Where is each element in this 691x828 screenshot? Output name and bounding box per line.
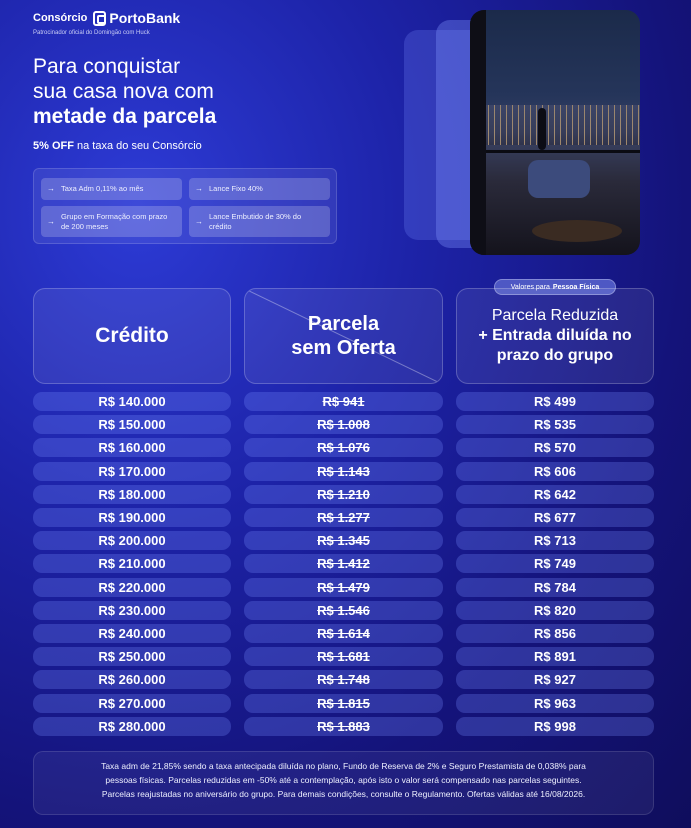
sponsor-text: Patrocinador oficial do Domingão com Huck: [33, 30, 150, 36]
parcela-reduzida-cell: R$ 713: [456, 531, 654, 550]
parcela-sem-oferta-cell: R$ 1.546: [244, 601, 443, 620]
credit-cell: R$ 280.000: [33, 717, 231, 736]
column-header-parcela-sem-oferta: Parcela sem Oferta: [244, 288, 443, 384]
parcela-reduzida-cell: R$ 963: [456, 694, 654, 713]
parcela-reduzida-cell: R$ 891: [456, 647, 654, 666]
credit-cell: R$ 220.000: [33, 578, 231, 597]
parcela-reduzida-cell: R$ 499: [456, 392, 654, 411]
credit-cell: R$ 240.000: [33, 624, 231, 643]
parcela-sem-oferta-cell: R$ 1.076: [244, 438, 443, 457]
parcela-sem-oferta-cell: R$ 1.210: [244, 485, 443, 504]
credit-cell: R$ 250.000: [33, 647, 231, 666]
credit-cell: R$ 230.000: [33, 601, 231, 620]
arrow-right-icon: →: [47, 184, 55, 193]
credit-cell: R$ 210.000: [33, 554, 231, 573]
credit-cell: R$ 190.000: [33, 508, 231, 527]
credit-cell: R$ 180.000: [33, 485, 231, 504]
credit-cell: R$ 170.000: [33, 462, 231, 481]
balcony-photo: [470, 10, 640, 255]
credit-cell: R$ 160.000: [33, 438, 231, 457]
portobank-logo-icon: [93, 11, 106, 26]
portobank-logo: [93, 10, 180, 26]
brand: [33, 10, 180, 26]
parcela-reduzida-cell: R$ 927: [456, 670, 654, 689]
feature-tag: → Lance Embutido de 30% do crédito: [189, 206, 330, 237]
parcela-sem-oferta-cell: R$ 1.345: [244, 531, 443, 550]
parcela-reduzida-cell: R$ 677: [456, 508, 654, 527]
credit-cell: R$ 150.000: [33, 415, 231, 434]
feature-tag: → Grupo em Formação com prazo de 200 meses: [41, 206, 182, 237]
discount-text: 5% OFF na taxa do seu Consórcio: [33, 140, 202, 152]
credit-cell: R$ 270.000: [33, 694, 231, 713]
brand-name: PortoBank: [109, 10, 181, 26]
parcela-sem-oferta-cell: R$ 1.143: [244, 462, 443, 481]
arrow-right-icon: →: [47, 216, 55, 226]
headline: [33, 54, 216, 129]
parcela-sem-oferta-cell: R$ 1.614: [244, 624, 443, 643]
parcela-sem-oferta-cell: R$ 1.681: [244, 647, 443, 666]
parcela-reduzida-cell: R$ 606: [456, 462, 654, 481]
parcela-reduzida-cell: R$ 535: [456, 415, 654, 434]
parcela-reduzida-cell: R$ 998: [456, 717, 654, 736]
headline-line3: metade da parcela: [33, 105, 217, 128]
features-box: [33, 168, 337, 244]
feature-tag: → Lance Fixo 40%: [189, 178, 330, 200]
credit-cell: R$ 260.000: [33, 670, 231, 689]
parcela-reduzida-cell: R$ 784: [456, 578, 654, 597]
pessoa-fisica-badge: Valores para Pessoa Física: [494, 279, 616, 295]
brand-prefix: Consórcio: [33, 12, 88, 24]
credit-cell: R$ 140.000: [33, 392, 231, 411]
parcela-reduzida-cell: R$ 856: [456, 624, 654, 643]
headline-line1: Para conquistar: [33, 55, 181, 78]
parcela-reduzida-cell: R$ 642: [456, 485, 654, 504]
legal-footer: Taxa adm de 21,85% sendo a taxa antecipada diluída no plano, Fundo de Reserva de 2% e Seguro Prestamista de 0,038% para pessoas físicas. Parcelas reduzidas em -50% até a contemplação, após isto o valor será compensado nas parcelas seguintes. Parcelas reajustadas no aniversário do grupo. Para demais condições, consulte o Regulamento. Ofertas válidas até 16/08/2026.: [33, 751, 654, 815]
parcela-sem-oferta-cell: R$ 1.008: [244, 415, 443, 434]
parcela-sem-oferta-cell: R$ 1.277: [244, 508, 443, 527]
parcela-sem-oferta-cell: R$ 1.815: [244, 694, 443, 713]
parcela-reduzida-cell: R$ 820: [456, 601, 654, 620]
parcela-sem-oferta-cell: R$ 1.412: [244, 554, 443, 573]
arrow-right-icon: →: [195, 216, 203, 226]
parcela-sem-oferta-cell: R$ 941: [244, 392, 443, 411]
parcela-reduzida-cell: R$ 749: [456, 554, 654, 573]
arrow-right-icon: →: [195, 184, 203, 193]
parcela-sem-oferta-cell: R$ 1.748: [244, 670, 443, 689]
headline-line2: sua casa nova com: [33, 80, 214, 103]
parcela-sem-oferta-cell: R$ 1.883: [244, 717, 443, 736]
credit-cell: R$ 200.000: [33, 531, 231, 550]
column-header-credit: Crédito: [33, 288, 231, 384]
parcela-sem-oferta-cell: R$ 1.479: [244, 578, 443, 597]
feature-tag: → Taxa Adm 0,11% ao mês: [41, 178, 182, 200]
parcela-reduzida-cell: R$ 570: [456, 438, 654, 457]
column-header-parcela-reduzida: Parcela Reduzida + Entrada diluída no prazo do grupo: [456, 288, 654, 384]
